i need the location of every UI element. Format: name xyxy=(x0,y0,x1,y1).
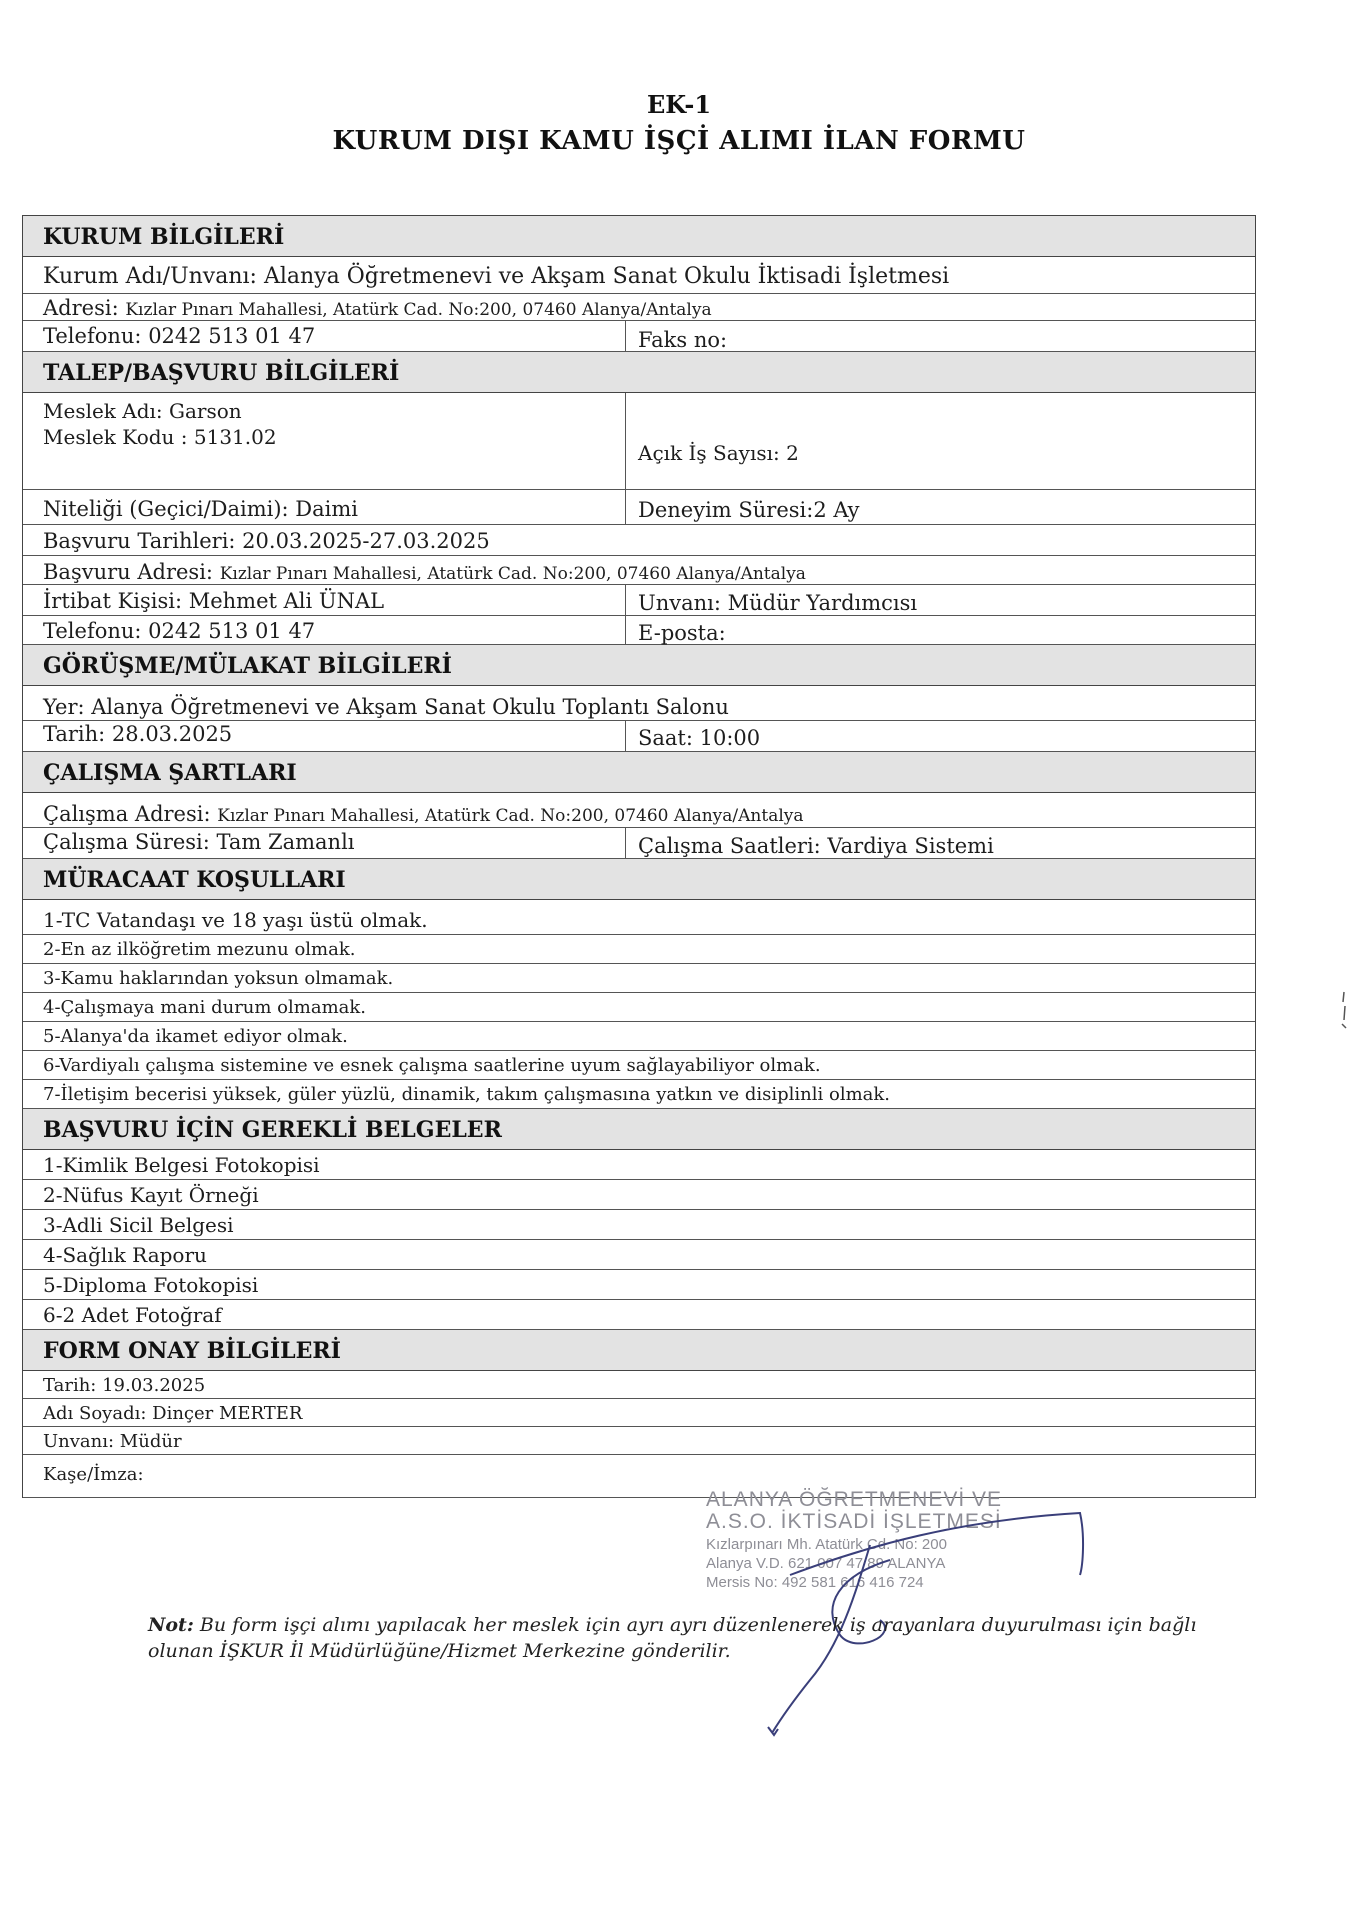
section-calisma-heading: ÇALIŞMA ŞARTLARI xyxy=(23,752,1255,793)
irtibat-kisisi: İrtibat Kişisi: Mehmet Ali ÜNAL xyxy=(43,589,385,613)
stamp-line: Mersis No: 492 581 616 416 724 xyxy=(706,1574,924,1591)
condition-item: 1-TC Vatandaşı ve 18 yaşı üstü olmak. xyxy=(23,900,1255,935)
kurum-telefon-row xyxy=(23,321,1255,352)
kurum-adi-label: Kurum Adı/Unvanı: xyxy=(43,264,257,289)
document-item: 5-Diploma Fotokopisi xyxy=(23,1270,1255,1300)
kurum-adres-row xyxy=(23,294,1255,321)
meslek-kodu: Meslek Kodu : 5131.02 xyxy=(43,425,277,449)
form-note xyxy=(148,1612,1208,1664)
calisma-sure-row xyxy=(23,828,1255,859)
onay-kase-imza: Kaşe/İmza: xyxy=(23,1455,1255,1498)
telefon-row xyxy=(23,616,1255,645)
section-talep-heading: TALEP/BAŞVURU BİLGİLERİ xyxy=(23,352,1255,393)
stamp-line: Alanya V.D. 621 007 47 89 ALANYA xyxy=(706,1555,946,1572)
basvuru-tarihleri: Başvuru Tarihleri: 20.03.2025-27.03.2025 xyxy=(23,525,1255,556)
kurum-adi-value: Alanya Öğretmenevi ve Akşam Sanat Okulu İktisadi İşletmesi xyxy=(263,264,950,289)
calisma-adres-label: Çalışma Adresi: xyxy=(43,802,211,826)
stamp-line: A.S.O. İKTİSADİ İŞLETMESİ xyxy=(706,1510,1002,1533)
scan-margin-mark xyxy=(1338,990,1350,1030)
condition-item: 2-En az ilköğretim mezunu olmak. xyxy=(23,935,1255,964)
kurum-adi-row xyxy=(23,257,1255,294)
form-title: KURUM DIŞI KAMU İŞÇİ ALIMI İLAN FORMU xyxy=(332,126,1026,156)
document-item: 1-Kimlik Belgesi Fotokopisi xyxy=(23,1150,1255,1180)
kurum-telefon-value: 0242 513 01 47 xyxy=(148,324,316,348)
condition-item: 5-Alanya'da ikamet ediyor olmak. xyxy=(23,1022,1255,1051)
form-code: EK-1 xyxy=(646,90,712,119)
section-mulakat-heading: GÖRÜŞME/MÜLAKAT BİLGİLERİ xyxy=(23,645,1255,686)
condition-item: 7-İletişim becerisi yüksek, güler yüzlü, dinamik, takım çalışmasına yatkın ve disiplinli olmak. xyxy=(23,1080,1255,1109)
eposta: E-posta: xyxy=(625,616,726,644)
kurum-faks: Faks no: xyxy=(625,321,727,351)
condition-item: 4-Çalışmaya mani durum olmamak. xyxy=(23,993,1255,1022)
deneyim-suresi: Deneyim Süresi:2 Ay xyxy=(625,490,860,524)
irtibat-unvani: Unvanı: Müdür Yardımcısı xyxy=(625,585,917,615)
condition-item: 6-Vardiyalı çalışma sistemine ve esnek çalışma saatlerine uyum sağlayabiliyor olmak. xyxy=(23,1051,1255,1080)
note-text: Bu form işçi alımı yapılacak her meslek için ayrı ayrı düzenlenerek iş arayanlara duyurulması için bağlı olunan İŞKUR İl Müdürlüğüne/Hizmet Merkezine gönderilir. xyxy=(148,1614,1197,1662)
document-item: 2-Nüfus Kayıt Örneği xyxy=(23,1180,1255,1210)
niteligi: Niteliği (Geçici/Daimi): Daimi xyxy=(43,497,358,521)
meslek-adi: Meslek Adı: Garson xyxy=(43,399,242,423)
section-muracaat-heading: MÜRACAAT KOŞULLARI xyxy=(23,859,1255,900)
basvuru-adres-label: Başvuru Adresi: xyxy=(43,560,213,584)
mulakat-saat: Saat: 10:00 xyxy=(625,721,760,751)
note-label: Not: xyxy=(148,1614,194,1636)
document-item: 4-Sağlık Raporu xyxy=(23,1240,1255,1270)
section-belgeler-heading: BAŞVURU İÇİN GEREKLİ BELGELER xyxy=(23,1109,1255,1150)
job-posting-form xyxy=(22,215,1256,1498)
mulakat-yer: Yer: Alanya Öğretmenevi ve Akşam Sanat Okulu Toplantı Salonu xyxy=(23,686,1255,721)
calisma-adresi-row xyxy=(23,793,1255,828)
document-item: 3-Adli Sicil Belgesi xyxy=(23,1210,1255,1240)
stamp-line: ALANYA ÖĞRETMENEVİ VE xyxy=(706,1488,1003,1511)
kurum-telefon-label: Telefonu: xyxy=(43,324,142,348)
basvuru-adresi-row xyxy=(23,556,1255,585)
stamp-line: Kızlarpınarı Mh. Atatürk Cd. No: 200 xyxy=(706,1536,947,1553)
calisma-saatleri: Çalışma Saatleri: Vardiya Sistemi xyxy=(625,828,994,858)
kurum-adres-value: Kızlar Pınarı Mahallesi, Atatürk Cad. No:200, 07460 Alanya/Antalya xyxy=(125,300,712,320)
talep-telefon: Telefonu: 0242 513 01 47 xyxy=(43,619,316,643)
onay-adsoyad: Adı Soyadı: Dinçer MERTER xyxy=(23,1399,1255,1427)
irtibat-row xyxy=(23,585,1255,616)
calisma-suresi: Çalışma Süresi: Tam Zamanlı xyxy=(43,830,355,854)
document-item: 6-2 Adet Fotoğraf xyxy=(23,1300,1255,1330)
meslek-row xyxy=(23,393,1255,490)
kurum-adres-label: Adresi: xyxy=(43,296,119,320)
calisma-adres-value: Kızlar Pınarı Mahallesi, Atatürk Cad. No:200, 07460 Alanya/Antalya xyxy=(217,806,804,826)
section-kurum-heading: KURUM BİLGİLERİ xyxy=(23,216,1255,257)
section-onay-heading: FORM ONAY BİLGİLERİ xyxy=(23,1330,1255,1371)
basvuru-adres-value: Kızlar Pınarı Mahallesi, Atatürk Cad. No:200, 07460 Alanya/Antalya xyxy=(219,564,806,584)
mulakat-tarih: Tarih: 28.03.2025 xyxy=(43,722,233,746)
mulakat-tarih-row xyxy=(23,721,1255,752)
acik-is-sayisi: Açık İş Sayısı: 2 xyxy=(625,393,799,489)
onay-unvan: Unvanı: Müdür xyxy=(23,1427,1255,1455)
onay-tarih: Tarih: 19.03.2025 xyxy=(23,1371,1255,1399)
nitelik-row xyxy=(23,490,1255,525)
condition-item: 3-Kamu haklarından yoksun olmamak. xyxy=(23,964,1255,993)
